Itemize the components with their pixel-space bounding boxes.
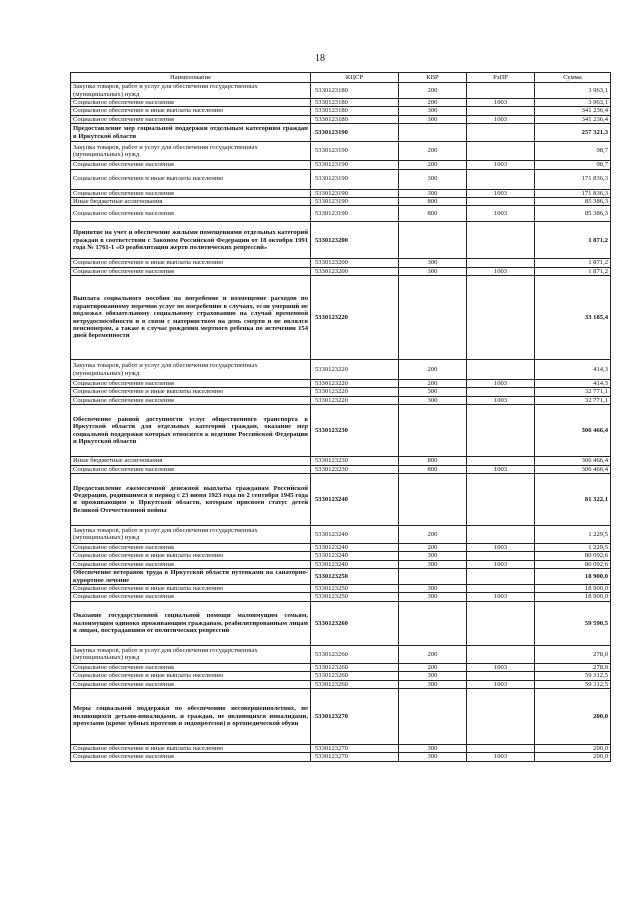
- row-rzpr-cell: 1003: [467, 396, 535, 404]
- row-sum-cell: 1 871,2: [535, 259, 611, 267]
- row-sum-cell: 85 386,3: [535, 206, 611, 222]
- row-sum-cell: 81 322,1: [535, 473, 611, 525]
- row-name-cell: Социальное обеспечение населения: [71, 189, 311, 197]
- row-kcsr-cell: 5330123220: [311, 360, 399, 380]
- row-kcsr-cell: 5330123270: [311, 753, 399, 761]
- row-name-cell: Обеспечение ветеранов труда в Иркутской области путевками на санаторно-курортное лечение: [71, 569, 311, 585]
- table-row: [71, 380, 611, 388]
- row-kvr-cell: 200: [399, 161, 467, 169]
- table-row: [71, 663, 611, 671]
- table-row: [71, 206, 611, 222]
- row-kvr-cell: [399, 569, 467, 585]
- row-kcsr-cell: 5330123240: [311, 543, 399, 551]
- row-rzpr-cell: 1003: [467, 267, 535, 275]
- row-sum-cell: 341 236,4: [535, 107, 611, 115]
- row-rzpr-cell: [467, 388, 535, 396]
- row-kcsr-cell: 5330123200: [311, 222, 399, 259]
- row-kvr-cell: 300: [399, 388, 467, 396]
- table-row: [71, 744, 611, 752]
- table-row: [71, 405, 611, 457]
- header-rzpr: РзПР: [467, 73, 535, 83]
- row-rzpr-cell: 1003: [467, 560, 535, 568]
- header-sum: Сумма: [535, 73, 611, 83]
- row-rzpr-cell: 1003: [467, 593, 535, 601]
- row-name-cell: Социальное обеспечение населения: [71, 380, 311, 388]
- table-row: [71, 672, 611, 680]
- row-kcsr-cell: 5330123200: [311, 259, 399, 267]
- row-sum-cell: 306 466,4: [535, 465, 611, 473]
- table-row: [71, 601, 611, 645]
- table-row: [71, 457, 611, 465]
- row-rzpr-cell: [467, 276, 535, 360]
- row-kvr-cell: 300: [399, 560, 467, 568]
- row-kcsr-cell: 5330123200: [311, 267, 399, 275]
- row-name-cell: Социальное обеспечение и иные выплаты населению: [71, 107, 311, 115]
- row-rzpr-cell: [467, 645, 535, 663]
- row-sum-cell: 80 092,6: [535, 552, 611, 560]
- table-row: [71, 593, 611, 601]
- row-kvr-cell: [399, 405, 467, 457]
- table-row: [71, 99, 611, 107]
- row-name-cell: Закупка товаров, работ и услуг для обеспечения государственных (муниципальных) нужд: [71, 525, 311, 543]
- row-kcsr-cell: 5330123190: [311, 189, 399, 197]
- row-rzpr-cell: [467, 124, 535, 142]
- row-kcsr-cell: 5330123190: [311, 161, 399, 169]
- table-header-row: [71, 73, 611, 83]
- row-sum-cell: 414,3: [535, 360, 611, 380]
- header-kcsr: КЦСР: [311, 73, 399, 83]
- row-name-cell: Социальное обеспечение населения: [71, 543, 311, 551]
- row-sum-cell: 1 229,5: [535, 525, 611, 543]
- row-rzpr-cell: [467, 525, 535, 543]
- row-rzpr-cell: 1003: [467, 663, 535, 671]
- table-row: [71, 388, 611, 396]
- row-rzpr-cell: [467, 83, 535, 99]
- row-rzpr-cell: [467, 457, 535, 465]
- row-rzpr-cell: 1003: [467, 189, 535, 197]
- row-sum-cell: 59 312,5: [535, 680, 611, 688]
- row-rzpr-cell: [467, 552, 535, 560]
- row-sum-cell: 59 312,5: [535, 672, 611, 680]
- row-kcsr-cell: 5330123240: [311, 560, 399, 568]
- table-row: [71, 688, 611, 744]
- table-row: [71, 189, 611, 197]
- row-sum-cell: 257 321,3: [535, 124, 611, 142]
- row-name-cell: Социальное обеспечение населения: [71, 560, 311, 568]
- table-row: [71, 222, 611, 259]
- row-kcsr-cell: 5330123260: [311, 601, 399, 645]
- row-kvr-cell: 300: [399, 680, 467, 688]
- row-rzpr-cell: [467, 744, 535, 752]
- row-kcsr-cell: 5330123270: [311, 688, 399, 744]
- row-rzpr-cell: [467, 688, 535, 744]
- table-row: [71, 560, 611, 568]
- row-kvr-cell: 300: [399, 744, 467, 752]
- row-rzpr-cell: 1003: [467, 380, 535, 388]
- row-name-cell: Иные бюджетные ассигнования: [71, 197, 311, 205]
- row-kcsr-cell: 5330123250: [311, 593, 399, 601]
- row-rzpr-cell: 1003: [467, 465, 535, 473]
- row-kcsr-cell: 5330123240: [311, 552, 399, 560]
- table-row: [71, 543, 611, 551]
- row-rzpr-cell: 1003: [467, 753, 535, 761]
- row-kcsr-cell: 5330123240: [311, 473, 399, 525]
- row-name-cell: Социальное обеспечение и иные выплаты населению: [71, 388, 311, 396]
- row-kvr-cell: 800: [399, 465, 467, 473]
- table-row: [71, 680, 611, 688]
- row-kvr-cell: [399, 688, 467, 744]
- table-row: [71, 645, 611, 663]
- row-kvr-cell: 300: [399, 115, 467, 123]
- row-sum-cell: 278,0: [535, 663, 611, 671]
- row-kcsr-cell: 5330123190: [311, 124, 399, 142]
- table-body: [71, 83, 611, 762]
- row-name-cell: Социальное обеспечение и иные выплаты населению: [71, 552, 311, 560]
- table-row: [71, 552, 611, 560]
- row-kvr-cell: [399, 124, 467, 142]
- row-sum-cell: 32 771,1: [535, 396, 611, 404]
- row-sum-cell: 200,0: [535, 688, 611, 744]
- row-kcsr-cell: 5330123260: [311, 663, 399, 671]
- table-row: [71, 259, 611, 267]
- row-name-cell: Закупка товаров, работ и услуг для обеспечения государственных (муниципальных) нужд: [71, 142, 311, 161]
- row-sum-cell: 3 963,1: [535, 83, 611, 99]
- row-kcsr-cell: 5330123240: [311, 525, 399, 543]
- row-kcsr-cell: 5330123220: [311, 380, 399, 388]
- row-name-cell: Социальное обеспечение населения: [71, 663, 311, 671]
- row-sum-cell: 98,7: [535, 142, 611, 161]
- row-rzpr-cell: 1003: [467, 543, 535, 551]
- table-row: [71, 83, 611, 99]
- row-kvr-cell: 200: [399, 142, 467, 161]
- row-kvr-cell: 300: [399, 552, 467, 560]
- row-kvr-cell: [399, 473, 467, 525]
- table-row: [71, 585, 611, 593]
- row-sum-cell: 59 590,5: [535, 601, 611, 645]
- row-rzpr-cell: 1003: [467, 115, 535, 123]
- row-name-cell: Социальное обеспечение населения: [71, 206, 311, 222]
- row-name-cell: Закупка товаров, работ и услуг для обеспечения государственных (муниципальных) нужд: [71, 360, 311, 380]
- row-sum-cell: 1 871,2: [535, 267, 611, 275]
- row-kvr-cell: [399, 222, 467, 259]
- row-name-cell: Социальное обеспечение населения: [71, 115, 311, 123]
- row-name-cell: Выплата социального пособия на погребение и возмещение расходов по гарантированному перечню услуг по погребению в случаях, если умерший не подлежал обязательному социальному страхованию на случай временной нетрудоспособности и в связи с материнством на день смерти и не являлся пенсионером, а также в случае рождения мертвого ребенка по истечении 154 дней беременности: [71, 276, 311, 360]
- row-sum-cell: 171 836,3: [535, 189, 611, 197]
- row-rzpr-cell: [467, 360, 535, 380]
- table-row: [71, 276, 611, 360]
- row-sum-cell: 341 236,4: [535, 115, 611, 123]
- row-kcsr-cell: 5330123260: [311, 672, 399, 680]
- row-rzpr-cell: 1003: [467, 680, 535, 688]
- row-rzpr-cell: 1003: [467, 206, 535, 222]
- row-kcsr-cell: 5330123190: [311, 142, 399, 161]
- row-name-cell: Социальное обеспечение и иные выплаты населению: [71, 744, 311, 752]
- row-sum-cell: 414,3: [535, 380, 611, 388]
- row-name-cell: Социальное обеспечение и иные выплаты населению: [71, 585, 311, 593]
- row-kvr-cell: 200: [399, 380, 467, 388]
- table-row: [71, 569, 611, 585]
- table-row: [71, 197, 611, 205]
- row-kcsr-cell: 5330123190: [311, 206, 399, 222]
- row-rzpr-cell: [467, 197, 535, 205]
- row-kcsr-cell: 5330123230: [311, 457, 399, 465]
- row-kcsr-cell: 5330123250: [311, 569, 399, 585]
- row-name-cell: Социальное обеспечение и иные выплаты населению: [71, 169, 311, 189]
- row-kcsr-cell: 5330123220: [311, 388, 399, 396]
- row-rzpr-cell: [467, 259, 535, 267]
- row-kvr-cell: 300: [399, 107, 467, 115]
- row-sum-cell: 278,0: [535, 645, 611, 663]
- row-sum-cell: 80 092,6: [535, 560, 611, 568]
- row-kcsr-cell: 5330123180: [311, 99, 399, 107]
- header-name: Наименование: [71, 73, 311, 83]
- table-row: [71, 465, 611, 473]
- row-kvr-cell: 300: [399, 585, 467, 593]
- row-kvr-cell: 300: [399, 259, 467, 267]
- row-kcsr-cell: 5330123270: [311, 744, 399, 752]
- table-row: [71, 115, 611, 123]
- row-kcsr-cell: 5330123260: [311, 680, 399, 688]
- row-sum-cell: 1 871,2: [535, 222, 611, 259]
- row-name-cell: Социальное обеспечение населения: [71, 396, 311, 404]
- row-kvr-cell: 200: [399, 543, 467, 551]
- table-row: [71, 142, 611, 161]
- row-kvr-cell: 300: [399, 169, 467, 189]
- row-sum-cell: 33 185,4: [535, 276, 611, 360]
- row-name-cell: Принятие на учет и обеспечение жилыми помещениями отдельных категорий граждан в соответствии с Законом Российской Федерации от 18 октября 1991 года № 1761-1 «О реабилитации жертв политических репрессий»: [71, 222, 311, 259]
- row-name-cell: Предоставление ежемесячной денежной выплаты гражданам Российской Федерации, родившимся в период с 23 июня 1923 года по 2 сентября 1945 года и проживающим в Иркутской области, которым присвоен статус детей Великой Отечественной войны: [71, 473, 311, 525]
- row-rzpr-cell: [467, 142, 535, 161]
- row-rzpr-cell: [467, 473, 535, 525]
- row-name-cell: Социальное обеспечение населения: [71, 465, 311, 473]
- row-name-cell: Социальное обеспечение населения: [71, 753, 311, 761]
- row-rzpr-cell: [467, 222, 535, 259]
- row-name-cell: Оказание государственной социальной помощи малоимущим семьям, малоимущим одиноко проживающим гражданам, реабилитированным лицам и лицам, пострадавшим от политических репрессий: [71, 601, 311, 645]
- page-number: 18: [315, 53, 325, 64]
- row-kcsr-cell: 5330123230: [311, 465, 399, 473]
- row-name-cell: Социальное обеспечение населения: [71, 593, 311, 601]
- row-name-cell: Социальное обеспечение населения: [71, 99, 311, 107]
- row-rzpr-cell: [467, 169, 535, 189]
- row-kvr-cell: 800: [399, 206, 467, 222]
- row-kcsr-cell: 5330123220: [311, 276, 399, 360]
- row-kcsr-cell: 5330123180: [311, 107, 399, 115]
- row-sum-cell: 1 229,5: [535, 543, 611, 551]
- row-name-cell: Иные бюджетные ассигнования: [71, 457, 311, 465]
- table-row: [71, 525, 611, 543]
- row-kcsr-cell: 5330123230: [311, 405, 399, 457]
- row-name-cell: Социальное обеспечение населения: [71, 267, 311, 275]
- row-kvr-cell: [399, 276, 467, 360]
- row-sum-cell: 32 771,1: [535, 388, 611, 396]
- row-sum-cell: 306 466,4: [535, 405, 611, 457]
- row-name-cell: Меры социальной поддержки по обеспечению несовершеннолетних, не являющихся детьми-инвалидами, и граждан, не являющихся инвалидами, протезами (кроме зубных протезов и эндопротезов) в ортопедической обуви: [71, 688, 311, 744]
- table-row: [71, 169, 611, 189]
- row-kvr-cell: 200: [399, 360, 467, 380]
- row-kvr-cell: 800: [399, 197, 467, 205]
- row-rzpr-cell: [467, 585, 535, 593]
- table-row: [71, 161, 611, 169]
- table-row: [71, 473, 611, 525]
- row-kcsr-cell: 5330123250: [311, 585, 399, 593]
- row-kvr-cell: 200: [399, 663, 467, 671]
- row-kvr-cell: [399, 601, 467, 645]
- row-name-cell: Социальное обеспечение и иные выплаты населению: [71, 672, 311, 680]
- row-rzpr-cell: 1003: [467, 161, 535, 169]
- row-kvr-cell: 300: [399, 753, 467, 761]
- row-rzpr-cell: 1003: [467, 99, 535, 107]
- row-rzpr-cell: [467, 672, 535, 680]
- row-kcsr-cell: 5330123180: [311, 115, 399, 123]
- row-sum-cell: 171 836,3: [535, 169, 611, 189]
- row-kcsr-cell: 5330123260: [311, 645, 399, 663]
- row-kcsr-cell: 5330123180: [311, 83, 399, 99]
- table-row: [71, 124, 611, 142]
- row-sum-cell: 200,0: [535, 753, 611, 761]
- row-rzpr-cell: [467, 569, 535, 585]
- row-name-cell: Предоставление мер социальной поддержки отдельным категориям граждан в Иркутской области: [71, 124, 311, 142]
- row-sum-cell: 18 900,0: [535, 569, 611, 585]
- row-kvr-cell: 800: [399, 457, 467, 465]
- row-sum-cell: 306 466,4: [535, 457, 611, 465]
- row-sum-cell: 3 963,1: [535, 99, 611, 107]
- row-rzpr-cell: [467, 601, 535, 645]
- table-row: [71, 753, 611, 761]
- table-row: [71, 107, 611, 115]
- row-rzpr-cell: [467, 405, 535, 457]
- row-rzpr-cell: [467, 107, 535, 115]
- row-kvr-cell: 300: [399, 593, 467, 601]
- row-kvr-cell: 300: [399, 396, 467, 404]
- row-name-cell: Социальное обеспечение и иные выплаты населению: [71, 259, 311, 267]
- row-kvr-cell: 200: [399, 525, 467, 543]
- row-kvr-cell: 300: [399, 267, 467, 275]
- row-name-cell: Социальное обеспечение населения: [71, 680, 311, 688]
- row-sum-cell: 18 900,0: [535, 593, 611, 601]
- row-kvr-cell: 300: [399, 189, 467, 197]
- row-kvr-cell: 200: [399, 83, 467, 99]
- table-row: [71, 360, 611, 380]
- row-sum-cell: 85 386,3: [535, 197, 611, 205]
- row-kcsr-cell: 5330123190: [311, 169, 399, 189]
- row-kvr-cell: 200: [399, 99, 467, 107]
- row-sum-cell: 200,0: [535, 744, 611, 752]
- table-row: [71, 396, 611, 404]
- row-name-cell: Закупка товаров, работ и услуг для обеспечения государственных (муниципальных) нужд: [71, 645, 311, 663]
- row-name-cell: Социальное обеспечение населения: [71, 161, 311, 169]
- header-kvr: КВР: [399, 73, 467, 83]
- row-name-cell: Закупка товаров, работ и услуг для обеспечения государственных (муниципальных) нужд: [71, 83, 311, 99]
- row-name-cell: Обеспечение равной доступности услуг общественного транспорта в Иркутской области для отдельных категорий граждан, оказание мер социальной поддержки которых относится к ведению Российской Федерации и Иркутской области: [71, 405, 311, 457]
- row-sum-cell: 98,7: [535, 161, 611, 169]
- row-kvr-cell: 200: [399, 645, 467, 663]
- row-kcsr-cell: 5330123190: [311, 197, 399, 205]
- row-kcsr-cell: 5330123220: [311, 396, 399, 404]
- budget-table: [70, 72, 611, 762]
- table-row: [71, 267, 611, 275]
- row-kvr-cell: 300: [399, 672, 467, 680]
- row-sum-cell: 18 900,0: [535, 585, 611, 593]
